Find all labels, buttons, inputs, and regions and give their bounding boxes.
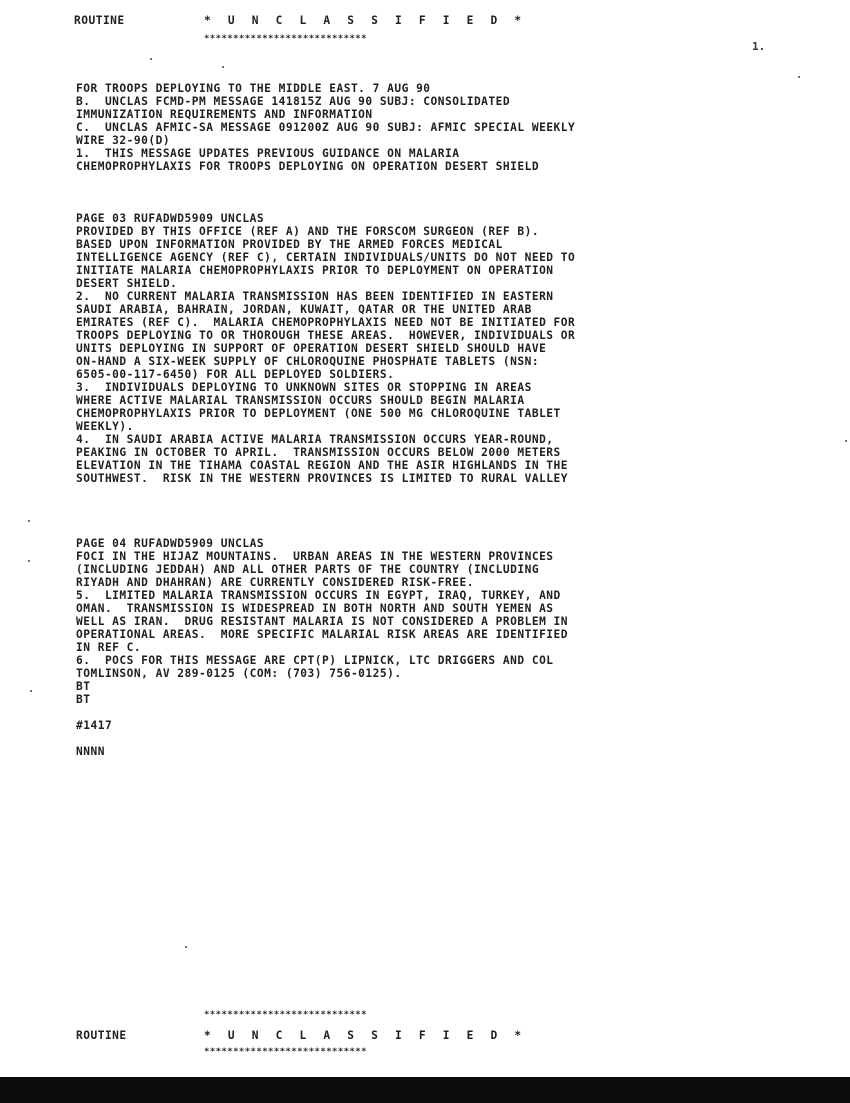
scan-speck (845, 440, 847, 442)
body-line: 4. IN SAUDI ARABIA ACTIVE MALARIA TRANSMISSION OCCURS YEAR-ROUND, (76, 433, 554, 446)
header-priority: ROUTINE (74, 14, 125, 27)
body-line: TROOPS DEPLOYING TO OR THOROUGH THESE AREAS. HOWEVER, INDIVIDUALS OR (76, 329, 576, 342)
scan-speck (222, 66, 224, 68)
body-line: 2. NO CURRENT MALARIA TRANSMISSION HAS BEEN IDENTIFIED IN EASTERN (76, 290, 554, 303)
body-line: PEAKING IN OCTOBER TO APRIL. TRANSMISSION OCCURS BELOW 2000 METERS (76, 446, 561, 459)
body-line: INTELLIGENCE AGENCY (REF C), CERTAIN INDIVIDUALS/UNITS DO NOT NEED TO (76, 251, 576, 264)
scan-speck (150, 58, 152, 60)
header-classification: * U N C L A S S I F I E D * (204, 14, 527, 27)
body-line: WHERE ACTIVE MALARIAL TRANSMISSION OCCURS SHOULD BEGIN MALARIA (76, 394, 525, 407)
body-line: TOMLINSON, AV 289-0125 (COM: (703) 756-0125). (76, 667, 402, 680)
body-line: FOCI IN THE HIJAZ MOUNTAINS. URBAN AREAS IN THE WESTERN PROVINCES (76, 550, 554, 563)
body-line: WELL AS IRAN. DRUG RESISTANT MALARIA IS NOT CONSIDERED A PROBLEM IN (76, 615, 569, 628)
body-line: IN REF C. (76, 641, 142, 654)
page-mark: 1. (752, 40, 766, 53)
body-line: OPERATIONAL AREAS. MORE SPECIFIC MALARIAL RISK AREAS ARE IDENTIFIED (76, 628, 569, 641)
page-header-line: PAGE 03 RUFADWD5909 UNCLAS (76, 212, 265, 225)
body-line: ON-HAND A SIX-WEEK SUPPLY OF CHLOROQUINE PHOSPHATE TABLETS (NSN: (76, 355, 540, 368)
body-line: RIYADH AND DHAHRAN) ARE CURRENTLY CONSIDERED RISK-FREE. (76, 576, 474, 589)
scan-speck (798, 76, 800, 78)
footer-star-rule-top: **************************** (204, 1010, 367, 1020)
body-line: BT (76, 680, 91, 693)
header-star-rule: **************************** (204, 34, 367, 44)
page-header-line: PAGE 04 RUFADWD5909 UNCLAS (76, 537, 265, 550)
body-line: DESERT SHIELD. (76, 277, 178, 290)
body-line: 6. POCS FOR THIS MESSAGE ARE CPT(P) LIPNICK, LTC DRIGGERS AND COL (76, 654, 554, 667)
body-line: SOUTHWEST. RISK IN THE WESTERN PROVINCES IS LIMITED TO RURAL VALLEY (76, 472, 569, 485)
body-line: IMMUNIZATION REQUIREMENTS AND INFORMATION (76, 108, 373, 121)
footer-star-rule-bottom: **************************** (204, 1047, 367, 1057)
body-line: 1. THIS MESSAGE UPDATES PREVIOUS GUIDANCE ON MALARIA (76, 147, 460, 160)
scan-speck (28, 520, 30, 522)
body-line: UNITS DEPLOYING IN SUPPORT OF OPERATION DESERT SHIELD SHOULD HAVE (76, 342, 547, 355)
scan-speck (185, 946, 187, 948)
body-line: C. UNCLAS AFMIC-SA MESSAGE 091200Z AUG 90 SUBJ: AFMIC SPECIAL WEEKLY (76, 121, 576, 134)
body-line: BT (76, 693, 91, 706)
body-line: INITIATE MALARIA CHEMOPROPHYLAXIS PRIOR TO DEPLOYMENT ON OPERATION (76, 264, 554, 277)
body-line: 6505-00-117-6450) FOR ALL DEPLOYED SOLDIERS. (76, 368, 395, 381)
footer-classification: * U N C L A S S I F I E D * (204, 1029, 527, 1042)
body-line: OMAN. TRANSMISSION IS WIDESPREAD IN BOTH NORTH AND SOUTH YEMEN AS (76, 602, 554, 615)
body-line: PROVIDED BY THIS OFFICE (REF A) AND THE FORSCOM SURGEON (REF B). (76, 225, 540, 238)
body-line: ELEVATION IN THE TIHAMA COASTAL REGION AND THE ASIR HIGHLANDS IN THE (76, 459, 569, 472)
body-line: CHEMOPROPHYLAXIS FOR TROOPS DEPLOYING ON OPERATION DESERT SHIELD (76, 160, 540, 173)
scan-speck (30, 690, 32, 692)
body-line: WEEKLY). (76, 420, 134, 433)
body-line: NNNN (76, 745, 105, 758)
body-line: B. UNCLAS FCMD-PM MESSAGE 141815Z AUG 90 SUBJ: CONSOLIDATED (76, 95, 511, 108)
body-line: SAUDI ARABIA, BAHRAIN, JORDAN, KUWAIT, QATAR OR THE UNITED ARAB (76, 303, 532, 316)
scan-speck (28, 560, 30, 562)
body-line: WIRE 32-90(D) (76, 134, 171, 147)
body-line: EMIRATES (REF C). MALARIA CHEMOPROPHYLAXIS NEED NOT BE INITIATED FOR (76, 316, 576, 329)
body-line: 5. LIMITED MALARIA TRANSMISSION OCCURS IN EGYPT, IRAQ, TURKEY, AND (76, 589, 561, 602)
body-line: CHEMOPROPHYLAXIS PRIOR TO DEPLOYMENT (ONE 500 MG CHLOROQUINE TABLET (76, 407, 561, 420)
body-line: 3. INDIVIDUALS DEPLOYING TO UNKNOWN SITES OR STOPPING IN AREAS (76, 381, 532, 394)
scan-edge-bar (0, 1077, 850, 1103)
footer-priority: ROUTINE (76, 1029, 127, 1042)
body-line: #1417 (76, 719, 113, 732)
body-line: FOR TROOPS DEPLOYING TO THE MIDDLE EAST. 7 AUG 90 (76, 82, 431, 95)
body-line: BASED UPON INFORMATION PROVIDED BY THE ARMED FORCES MEDICAL (76, 238, 503, 251)
body-line: (INCLUDING JEDDAH) AND ALL OTHER PARTS OF THE COUNTRY (INCLUDING (76, 563, 540, 576)
